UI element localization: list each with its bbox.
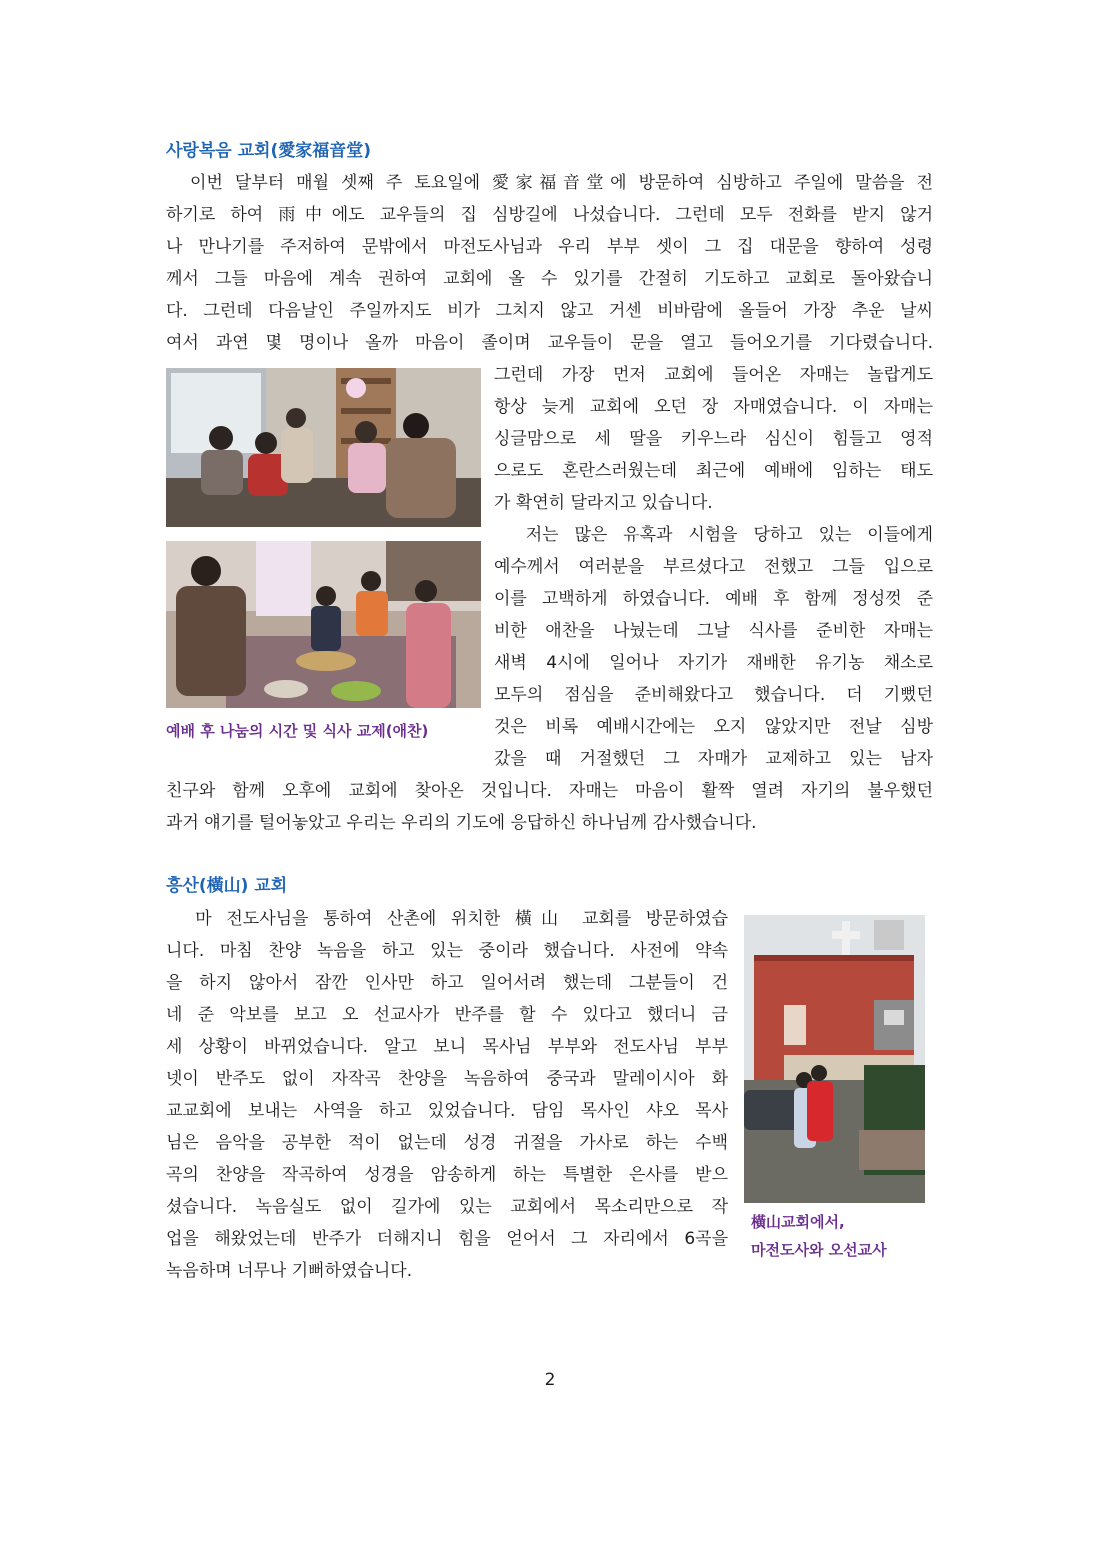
text-line: 녹음하며 너무나 기뻐하였습니다. xyxy=(166,1261,413,1281)
text-line: 네 준 악보를 보고 오 선교사가 반주를 할 수 있다고 했더니 금 xyxy=(166,1005,728,1025)
photo-caption: 예배 후 나눔의 시간 및 식사 교제(애찬) xyxy=(166,722,429,740)
text-line: 넷이 반주도 없이 자작곡 찬양을 녹음하여 중국과 말레이시아 화 xyxy=(166,1069,728,1089)
photo-meal-image xyxy=(166,541,481,708)
text-line: 가 확연히 달라지고 있습니다. xyxy=(494,493,713,513)
text-line: 세 상황이 바뀌었습니다. 알고 보니 목사님 부부와 전도사님 부부 xyxy=(166,1037,728,1057)
text-line: 그런데 가장 먼저 교회에 들어온 자매는 놀랍게도 xyxy=(494,365,933,385)
text-line: 모두의 점심을 준비해왔다고 했습니다. 더 기뻤던 xyxy=(494,685,933,705)
section-heading: 사랑복음 교회(愛家福音堂) xyxy=(166,141,371,161)
text-line: 나 만나기를 주저하여 문밖에서 마전도사님과 우리 부부 셋이 그 집 대문을 향하여 성령 xyxy=(166,237,933,257)
text-line: 마 전도사님을 통하여 산촌에 위치한 橫山 교회를 방문하였습 xyxy=(166,909,728,929)
text-line: 니다. 마침 찬양 녹음을 하고 있는 중이라 했습니다. 사전에 약속 xyxy=(166,941,728,961)
photo-caption-line: 마전도사와 오선교사 xyxy=(751,1241,887,1259)
photo-church xyxy=(744,915,925,1203)
text-line: 저는 많은 유혹과 시험을 당하고 있는 이들에게 xyxy=(494,525,933,545)
text-line: 하기로 하여 雨中에도 교우들의 집 심방길에 나섰습니다. 그런데 모두 전화를 받지 않거 xyxy=(166,205,933,225)
text-line: 여서 과연 몇 명이나 올까 마음이 졸이며 교우들이 문을 열고 들어오기를 기다렸습니다. xyxy=(166,333,933,353)
photo-gathering-image xyxy=(166,368,481,527)
text-line: 으로도 혼란스러웠는데 최근에 예배에 임하는 태도 xyxy=(494,461,933,481)
photo-meal xyxy=(166,541,481,708)
page-number: 2 xyxy=(544,1370,556,1390)
text-line: 교교회에 보내는 사역을 하고 있었습니다. 담임 목사인 샤오 목사 xyxy=(166,1101,728,1121)
text-line: 싱글맘으로 세 딸을 키우느라 심신이 힘들고 영적 xyxy=(494,429,933,449)
text-line: 이번 달부터 매월 셋째 주 토요일에 愛家福音堂에 방문하여 심방하고 주일에 말씀을 전 xyxy=(166,173,933,193)
text-line: 새벽 4시에 일어나 자기가 재배한 유기농 채소로 xyxy=(494,653,933,673)
photo-caption-line: 橫山교회에서, xyxy=(751,1213,845,1231)
text-line: 께서 그들 마음에 계속 권하여 교회에 올 수 있기를 간절히 기도하고 교회로 돌아왔습니 xyxy=(166,269,933,289)
text-line: 셨습니다. 녹음실도 없이 길가에 있는 교회에서 목소리만으로 작 xyxy=(166,1197,728,1217)
text-line: 이를 고백하게 하였습니다. 예배 후 함께 정성껏 준 xyxy=(494,589,933,609)
photo-gathering xyxy=(166,368,481,527)
text-line: 항상 늦게 교회에 오던 장 자매였습니다. 이 자매는 xyxy=(494,397,933,417)
text-line: 과거 얘기를 털어놓았고 우리는 우리의 기도에 응답하신 하나님께 감사했습니다. xyxy=(166,813,757,833)
text-line: 다. 그런데 다음날인 주일까지도 비가 그치지 않고 거센 비바람에 올들어 가장 추운 날씨 xyxy=(166,301,933,321)
text-line: 친구와 함께 오후에 교회에 찾아온 것입니다. 자매는 마음이 활짝 열려 자기의 불우했던 xyxy=(166,781,933,801)
text-line: 을 하지 않아서 잠깐 인사만 하고 일어서려 했는데 그분들이 건 xyxy=(166,973,728,993)
text-line: 님은 음악을 공부한 적이 없는데 성경 귀절을 가사로 하는 수백 xyxy=(166,1133,728,1153)
text-line: 예수께서 여러분을 부르셨다고 전했고 그들 입으로 xyxy=(494,557,933,577)
text-line: 갔을 때 거절했던 그 자매가 교제하고 있는 남자 xyxy=(494,749,933,769)
photo-church-image xyxy=(744,915,925,1203)
text-line: 업을 해왔었는데 반주가 더해지니 힘을 얻어서 그 자리에서 6곡을 xyxy=(166,1229,728,1249)
section-heading: 흥산(橫山) 교회 xyxy=(166,876,288,896)
text-line: 비한 애찬을 나눴는데 그날 식사를 준비한 자매는 xyxy=(494,621,933,641)
text-line: 것은 비록 예배시간에는 오지 않았지만 전날 심방 xyxy=(494,717,933,737)
text-line: 곡의 찬양을 작곡하여 성경을 암송하게 하는 특별한 은사를 받으 xyxy=(166,1165,728,1185)
